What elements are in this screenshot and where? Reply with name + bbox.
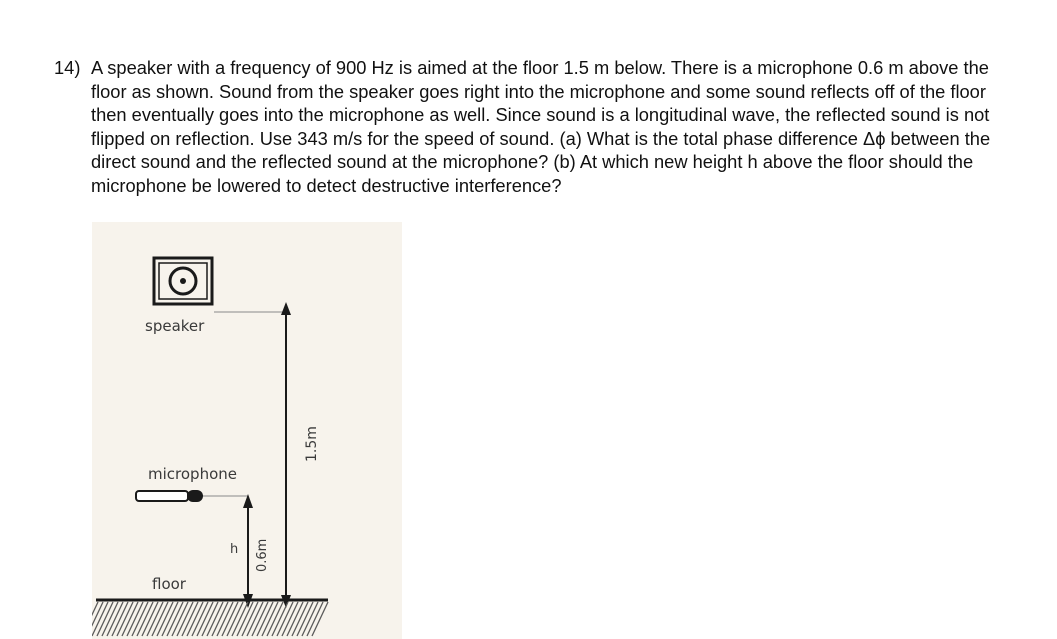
- height-dimension-arrow: [281, 302, 291, 608]
- floor-label: floor: [152, 575, 186, 593]
- h-label: h: [230, 542, 239, 557]
- diagram-svg: [92, 222, 402, 639]
- height-label: 1.5m: [304, 426, 320, 462]
- microphone-icon: [136, 490, 248, 502]
- floor-hatching: [92, 600, 328, 636]
- mic-height-dimension-arrow: [243, 494, 253, 608]
- speaker-label: speaker: [145, 317, 205, 335]
- mic-height-label: 0.6m: [255, 538, 270, 572]
- problem-statement: [54, 56, 1004, 198]
- problem-text: A speaker with a frequency of 900 Hz is aimed at the floor 1.5 m below. There is a microphone 0.6 m above the floor as shown. Sound from the speaker goes right into the microphone and some sound reflects off of the floor then eventually goes into the microphone as well. Since sound is a longitudinal wave, the reflected sound is not flipped on reflection. Use 343 m/s for the speed of sound. (a) What is the total phase difference Δϕ between the direct sound and the reflected sound at the microphone? (b) At which new height h above the floor should the microphone be lowered to detect destructive interference?: [91, 57, 991, 196]
- problem-number: 14): [54, 57, 81, 78]
- diagram-figure: [92, 222, 402, 639]
- speaker-icon: [154, 258, 212, 304]
- microphone-label: microphone: [148, 465, 237, 483]
